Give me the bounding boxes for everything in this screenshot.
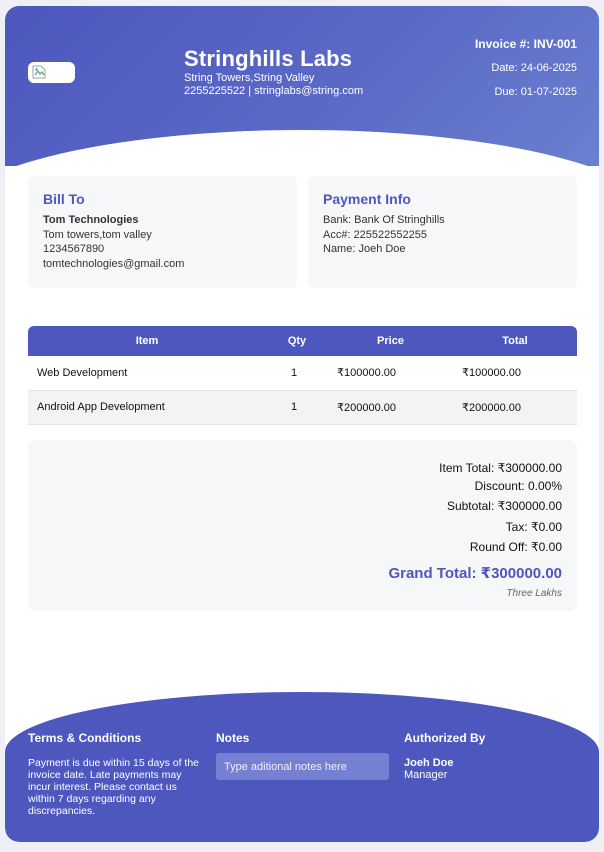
cell-item: Web Development	[28, 356, 266, 390]
notes-title: Notes	[216, 731, 250, 745]
company-contact: 2255225522 | stringlabs@string.com	[184, 85, 364, 97]
grand-total: Grand Total: ₹300000.00	[388, 565, 562, 582]
client-address: Tom towers,tom valley	[43, 229, 152, 241]
amount-in-words: Three Lakhs	[506, 588, 562, 599]
terms-title: Terms & Conditions	[28, 731, 142, 745]
broken-image-icon	[32, 65, 46, 79]
cell-item: Android App Development	[28, 390, 266, 424]
bill-to-title: Bill To	[43, 191, 85, 207]
terms-text: Payment is due within 15 days of the invoice date. Late payments may incur interest. Please contact us within 7 days regarding any discrepancies.	[28, 757, 200, 817]
subtotal: Subtotal: ₹300000.00	[446, 499, 562, 513]
cell-price: ₹100000.00	[328, 356, 453, 390]
cell-price: ₹200000.00	[328, 390, 453, 424]
invoice-page	[5, 6, 599, 842]
invoice-due-date: Due: 01-07-2025	[494, 86, 577, 98]
client-phone: 1234567890	[43, 243, 105, 255]
cell-total: ₹200000.00	[453, 390, 577, 424]
table-row	[28, 356, 577, 390]
column-header-item: Item	[135, 335, 159, 347]
notes-section	[216, 731, 390, 780]
totals-card	[28, 440, 577, 611]
payment-info-card	[308, 176, 577, 288]
cell-qty: 1	[266, 390, 328, 424]
authorized-name: Joeh Doe	[404, 757, 454, 769]
notes-input[interactable]	[216, 753, 389, 780]
company-address: String Towers,String Valley	[184, 72, 315, 84]
table-row	[28, 390, 577, 424]
tax: Tax: ₹0.00	[505, 520, 562, 534]
bill-to-card	[28, 176, 297, 288]
cell-total: ₹100000.00	[453, 356, 577, 390]
client-email: tomtechnologies@gmail.com	[43, 258, 185, 270]
company-logo	[28, 62, 75, 83]
invoice-footer	[5, 692, 599, 842]
payment-bank: Bank: Bank Of Stringhills	[323, 214, 445, 226]
invoice-date: Date: 24-06-2025	[491, 62, 577, 74]
payment-info-title: Payment Info	[323, 191, 411, 207]
table-header-row	[28, 326, 577, 356]
column-header-qty: Qty	[287, 335, 307, 347]
column-header-price: Price	[377, 335, 404, 347]
column-header-total: Total	[502, 335, 528, 347]
invoice-number: Invoice #: INV-001	[474, 37, 577, 51]
authorized-role: Manager	[404, 769, 448, 781]
terms-section	[28, 731, 203, 817]
cell-qty: 1	[266, 356, 328, 390]
items-table	[28, 326, 577, 425]
company-name: Stringhills Labs	[184, 46, 353, 71]
discount: Discount: 0.00%	[474, 479, 562, 493]
authorized-section	[404, 731, 574, 781]
payment-account: Acc#: 225522552255	[323, 229, 427, 241]
client-name: Tom Technologies	[43, 214, 139, 226]
authorized-title: Authorized By	[404, 731, 486, 745]
round-off: Round Off: ₹0.00	[469, 540, 562, 554]
item-total: Item Total: ₹300000.00	[439, 461, 562, 475]
payment-name: Name: Joeh Doe	[323, 243, 406, 255]
